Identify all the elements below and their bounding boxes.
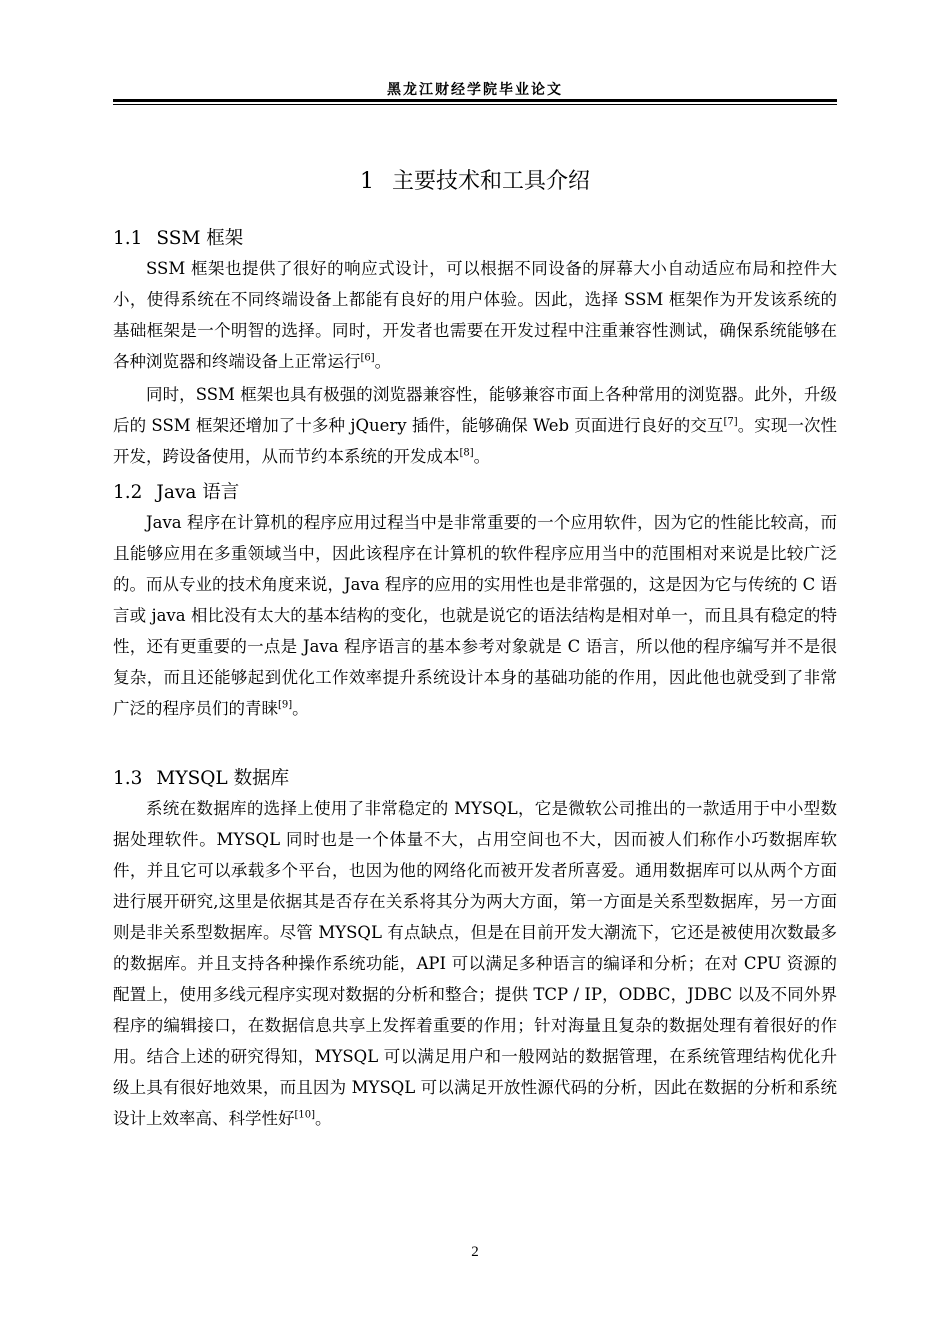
paragraph-end: 。: [292, 699, 309, 718]
chapter-heading: [113, 164, 837, 195]
running-header: 黑龙江财经学院毕业论文: [387, 82, 563, 98]
page-number: 2: [471, 1244, 479, 1260]
paragraph-text: 系统在数据库的选择上使用了非常稳定的 MYSQL，它是微软公司推出的一款适用于中小型数据处理软件。MYSQL 同时也是一个体量不大，占用空间也不大，因而被人们称作小巧数据库软件，并且它可以承载多个平台，也因为他的网络化而被开发者所喜爱。通用数据库可以从两个方面进行展开研究,这里是依据其是否存在关系将其分为两大方面，第一方面是关系型数据库，另一方面则是非关系型数据库。尽管 MYSQL 有点缺点，但是在目前开发大潮流下，它还是被使用次数最多的数据库。并且支持各种操作系统功能，API 可以满足多种语言的编译和分析；在对 CPU 资源的配置上，使用多线元程序实现对数据的分析和整合；提供 TCP / IP，ODBC，JDBC 以及不同外界程序的编辑接口，在数据信息共享上发挥着重要的作用；针对海量且复杂的数据处理有着很好的作用。结合上述的研究得知，MYSQL 可以满足用户和一般网站的数据管理，在系统管理结构优化升级上具有很好地效果，而且因为 MYSQL 可以满足开放性源代码的分析，因此在数据的分析和系统设计上效率高、科学性好: [113, 799, 837, 1128]
section-title: MYSQL 数据库: [156, 768, 290, 789]
paragraph-text: Java 程序在计算机的程序应用过程当中是非常重要的一个应用软件，因为它的性能比较高，而且能够应用在多重领域当中，因此该程序在计算机的软件程序应用当中的范围相对来说是比较广泛的。而从专业的技术角度来说，Java 程序的应用的实用性也是非常强的，这是因为它与传统的 C 语言或 java 相比没有太大的基本结构的变化，也就是说它的语法结构是相对单一，而且具有稳定的特性，还有更重要的一点是 Java 程序语言的基本参考对象就是 C 语言，所以他的程序编写并不是很复杂，而且还能够起到优化工作效率提升系统设计本身的基础功能的作用，因此他也就受到了非常广泛的程序员们的青睐: [113, 513, 837, 718]
paragraph-end: 。: [374, 352, 392, 371]
paragraph-text: SSM 框架也提供了很好的响应式设计，可以根据不同设备的屏幕大小自动适应布局和控件大小，使得系统在不同终端设备上都能有良好的用户体验。因此，选择 SSM 框架作为开发该系统的基础框架是一个明智的选择。同时，开发者也需要在开发过程中注重兼容性测试，确保系统能够在各种浏览器和终端设备上正常运行: [113, 259, 837, 371]
section-number: 1.2: [113, 482, 143, 503]
paragraph-text: 同时，SSM 框架也具有极强的浏览器兼容性，能够兼容市面上各种常用的浏览器。此外，升级后的 SSM 框架还增加了十多种 jQuery 插件，能够确保 Web 页面进行良好的交互: [113, 385, 837, 435]
paragraph: [113, 507, 837, 724]
header-rule-thin: [113, 104, 837, 105]
paragraph: [113, 253, 837, 377]
citation: [7]: [723, 416, 738, 428]
section-number: 1.1: [113, 228, 143, 249]
section-number: 1.3: [113, 768, 143, 789]
section-heading-1-1: [113, 224, 243, 250]
citation: [8]: [459, 447, 474, 459]
chapter-title: 主要技术和工具介绍: [391, 169, 590, 194]
citation: [6]: [360, 352, 375, 364]
paragraph: [113, 793, 837, 1134]
header-rule-thick: [113, 99, 837, 102]
section-title: SSM 框架: [156, 228, 244, 249]
paragraph-end: 。: [315, 1109, 332, 1128]
section-heading-1-3: [113, 764, 289, 790]
paragraph: [113, 379, 837, 472]
citation: [10]: [294, 1109, 316, 1121]
chapter-number: 1: [359, 169, 374, 194]
paragraph-text: 。实现一次性开发，跨设备使用，从而节约本系统的开发成本: [113, 416, 838, 466]
section-heading-1-2: [113, 478, 239, 504]
citation: [9]: [278, 699, 293, 711]
paragraph-end: 。: [473, 447, 491, 466]
section-title: Java 语言: [156, 482, 240, 503]
